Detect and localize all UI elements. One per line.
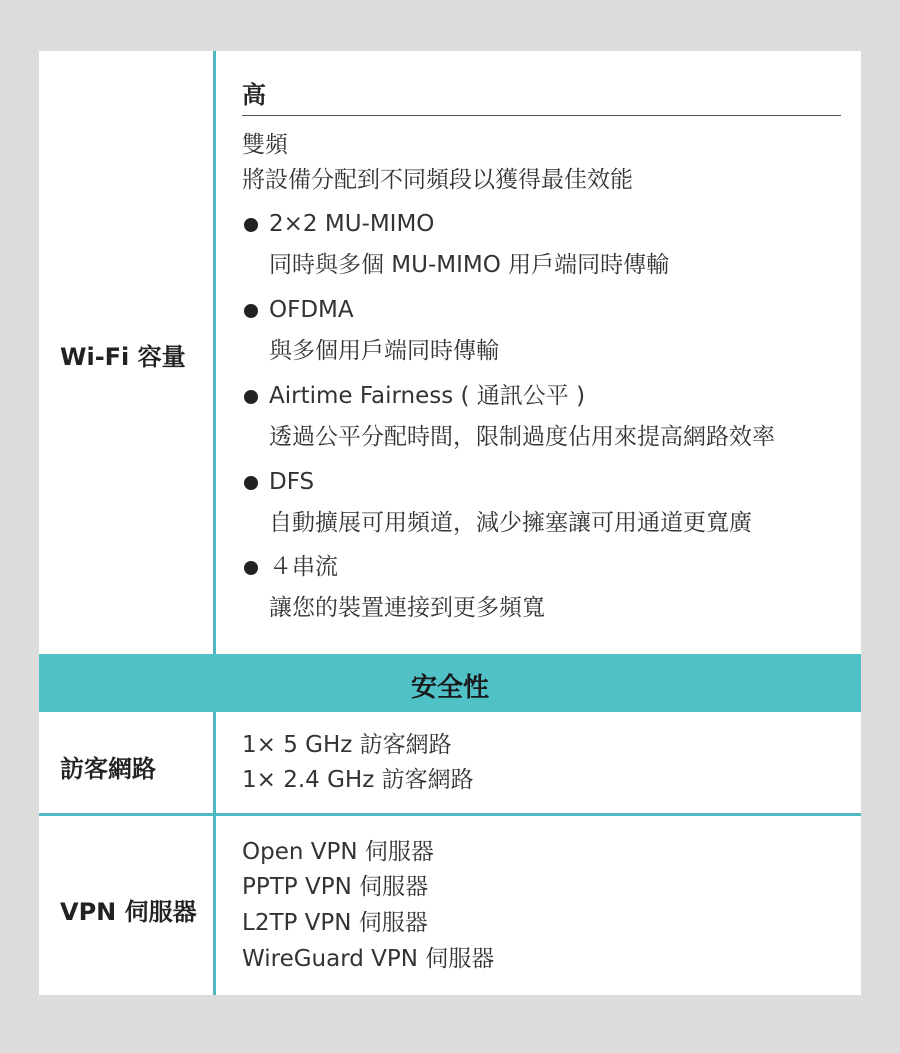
feature-title: Airtime Fairness ( 通訊公平 ): [269, 383, 586, 409]
wifi-capacity-heading: 高: [242, 81, 266, 109]
row-divider: [39, 813, 861, 816]
column-divider: [213, 712, 216, 995]
feature-title: 2×2 MU-MIMO: [269, 211, 435, 237]
feature-title: DFS: [269, 469, 315, 495]
vpn-server-line: Open VPN 伺服器: [242, 839, 434, 865]
spec-table: [39, 51, 861, 995]
guest-network-label: 訪客網路: [60, 755, 156, 783]
vpn-server-line: PPTP VPN 伺服器: [242, 874, 429, 900]
bullet-icon: [244, 304, 258, 318]
column-divider: [213, 51, 216, 654]
feature-desc: 透過公平分配時間，限制過度佔用來提高網路效率: [269, 424, 775, 450]
wifi-capacity-label: Wi-Fi 容量: [60, 343, 186, 371]
heading-rule: [242, 115, 841, 116]
guest-network-line: 1× 2.4 GHz 訪客網路: [242, 767, 474, 793]
security-title: 安全性: [410, 673, 489, 703]
intro-line: 雙頻: [242, 132, 288, 158]
intro-line: 將設備分配到不同頻段以獲得最佳效能: [242, 167, 633, 193]
feature-title: OFDMA: [269, 297, 354, 323]
bullet-icon: [244, 476, 258, 490]
vpn-server-label: VPN 伺服器: [60, 898, 197, 926]
bullet-icon: [244, 218, 258, 232]
feature-desc: 同時與多個 MU-MIMO 用戶端同時傳輸: [269, 252, 670, 278]
guest-network-line: 1× 5 GHz 訪客網路: [242, 732, 452, 758]
feature-desc: 讓您的裝置連接到更多頻寬: [269, 595, 545, 621]
vpn-server-line: L2TP VPN 伺服器: [242, 910, 428, 936]
feature-title: ４串流: [269, 554, 338, 580]
feature-desc: 自動擴展可用頻道，減少擁塞讓可用通道更寬廣: [269, 510, 752, 536]
security-section-header: [39, 654, 861, 712]
vpn-server-line: WireGuard VPN 伺服器: [242, 946, 495, 972]
feature-desc: 與多個用戶端同時傳輸: [269, 338, 499, 364]
bullet-icon: [244, 390, 258, 404]
bullet-icon: [244, 561, 258, 575]
